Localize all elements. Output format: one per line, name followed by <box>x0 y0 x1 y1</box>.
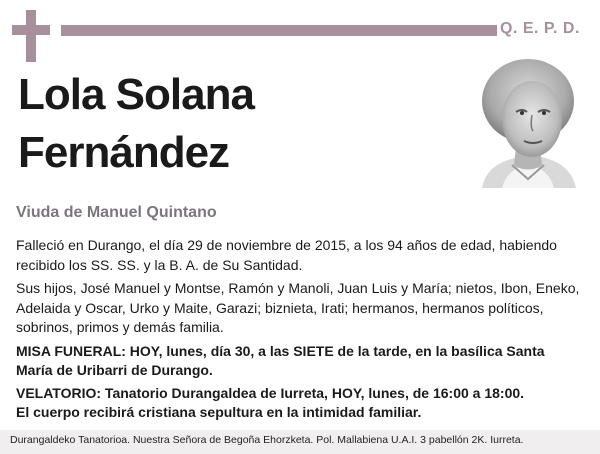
funeral-home-address: Durangaldeko Tanatorioa. Nuestra Señora de Begoña Ehorzketa. Pol. Mallabiena U.A.I. 3 pabellón 2K. Iurreta. <box>10 434 524 446</box>
burial-info: El cuerpo recibirá cristiana sepultura en la intimidad familiar. <box>16 404 422 420</box>
portrait-photo <box>472 57 582 188</box>
qepd-label: Q. E. P. D. <box>500 20 580 37</box>
header-rule <box>61 25 497 36</box>
portrait-photo-icon <box>472 57 582 188</box>
wake-info: VELATORIO: Tanatorio Durangaldea de Iurreta, HOY, lunes, de 16:00 a 18:00. <box>16 384 525 401</box>
funeral-mass: MISA FUNERAL: HOY, lunes, día 30, a las SIETE de la tarde, en la basílica Santa María de Uribarri de Durango. <box>16 342 545 378</box>
cross-icon <box>12 10 50 62</box>
widow-of-line: Viuda de Manuel Quintano <box>16 204 217 221</box>
obituary-body <box>16 236 584 426</box>
deceased-name <box>18 66 458 182</box>
name-line-2: Fernández <box>18 128 230 177</box>
death-notice: Falleció en Durango, el día 29 de noviembre de 2015, a los 94 años de edad, habiendo recibido los SS. SS. y la B. A. de Su Santidad. <box>16 237 557 273</box>
family-list: Sus hijos, José Manuel y Montse, Ramón y Manoli, Juan Luis y María; nietos, Ibon, Eneko, Adelaida y Oscar, Urko y Maite, Garazi; biznieta, Irati; hermanos, hermanos políticos, sobrinos, primos y demás familia. <box>16 280 580 335</box>
name-line-1: Lola Solana <box>18 70 254 119</box>
